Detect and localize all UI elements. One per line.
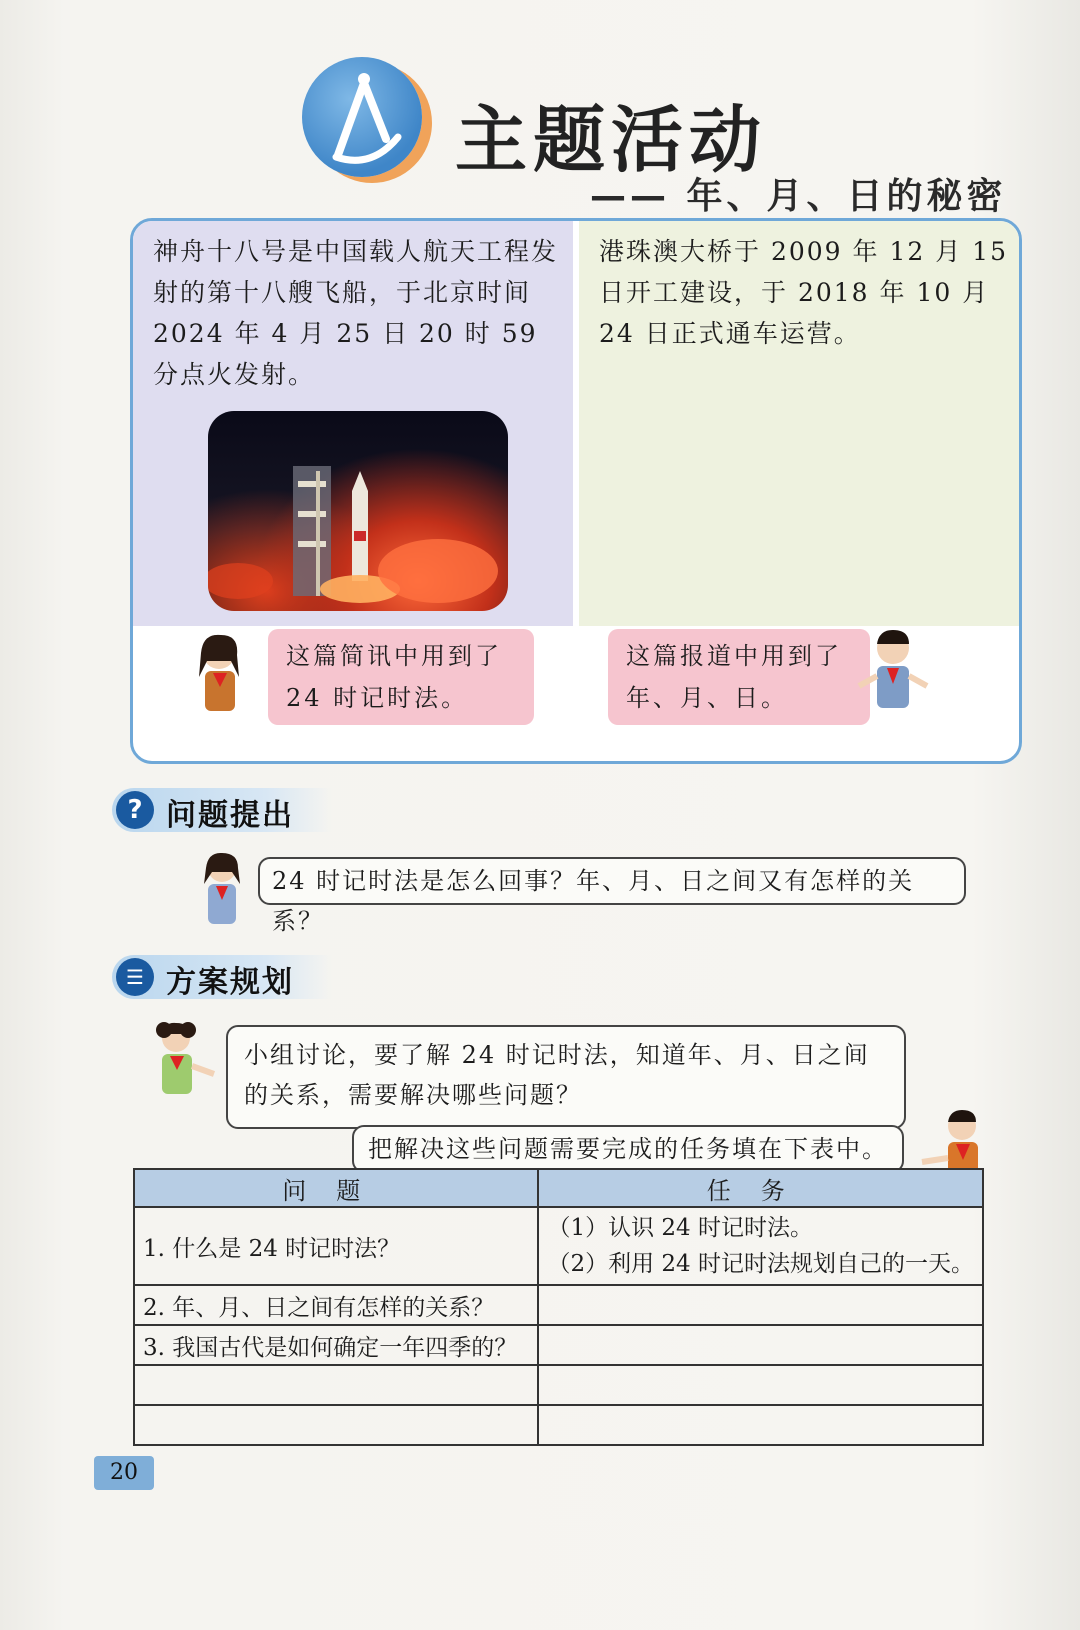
section-plan-label: 方案规划 <box>166 965 294 1000</box>
table-row <box>134 1405 983 1445</box>
page-number: 20 <box>94 1456 154 1490</box>
question-cell: 1. 什么是 24 时记时法？ <box>134 1207 538 1285</box>
girl-asking-icon <box>196 850 248 928</box>
task-line: （1）认识 24 时记时法。 <box>547 1215 813 1241</box>
section-question-header <box>112 788 332 832</box>
table-row <box>134 1325 983 1365</box>
plan-speech-discussion: 小组讨论，要了解 24 时记时法，知道年、月、日之间的关系，需要解决哪些问题？ <box>226 1025 906 1129</box>
table-row <box>134 1207 983 1285</box>
news-right-block <box>579 221 1019 626</box>
table-row <box>134 1285 983 1325</box>
question-cell: 3. 我国古代是如何确定一年四季的？ <box>134 1325 538 1365</box>
news-shenzhou-text: 神舟十八号是中国载人航天工程发射的第十八艘飞船，于北京时间 2024 年 4 月 25 日 20 时 59 分点火发射。 <box>153 237 559 389</box>
plan-speech-instruction: 把解决这些问题需要完成的任务填在下表中。 <box>352 1125 904 1173</box>
section-question-label: 问题提出 <box>166 798 294 833</box>
rocket-launch-photo <box>208 411 508 611</box>
news-panel <box>130 218 1022 764</box>
question-cell: 2. 年、月、日之间有怎样的关系？ <box>134 1285 538 1325</box>
page-subtitle: —— 年、月、日的秘密 <box>590 176 1007 217</box>
task-line: （2）利用 24 时记时法规划自己的一天。 <box>547 1251 974 1277</box>
header-task: 任务 <box>538 1169 983 1207</box>
section-plan-header <box>112 955 332 999</box>
girl-speech-bubble: 这篇简讯中用到了 24 时记时法。 <box>268 629 534 725</box>
boy-speech-bubble: 这篇报道中用到了年、月、日。 <box>608 629 870 725</box>
girl-discussing-icon <box>140 1020 220 1100</box>
header-question: 问题 <box>134 1169 538 1207</box>
question-cell[interactable] <box>134 1365 538 1405</box>
list-icon: ☰ <box>116 958 154 996</box>
task-cell[interactable] <box>538 1285 983 1325</box>
question-speech: 24 时记时法是怎么回事？年、月、日之间又有怎样的关系？ <box>258 857 966 905</box>
task-cell[interactable] <box>538 1405 983 1445</box>
compass-logo-icon <box>302 57 422 177</box>
task-table <box>133 1168 984 1446</box>
task-cell[interactable] <box>538 1325 983 1365</box>
news-bridge-text: 港珠澳大桥于 2009 年 12 月 15 日开工建设，于 2018 年 10 月 24 日正式通车运营。 <box>599 237 1008 348</box>
table-row <box>134 1365 983 1405</box>
news-left-block <box>133 221 573 626</box>
page-title: 主题活动 <box>455 98 768 182</box>
question-icon: ? <box>116 791 154 829</box>
task-cell[interactable] <box>538 1365 983 1405</box>
question-cell[interactable] <box>134 1405 538 1445</box>
girl-character-icon <box>191 631 251 721</box>
task-cell[interactable] <box>538 1207 983 1285</box>
table-header-row <box>134 1169 983 1207</box>
boy-character-icon <box>853 626 933 716</box>
